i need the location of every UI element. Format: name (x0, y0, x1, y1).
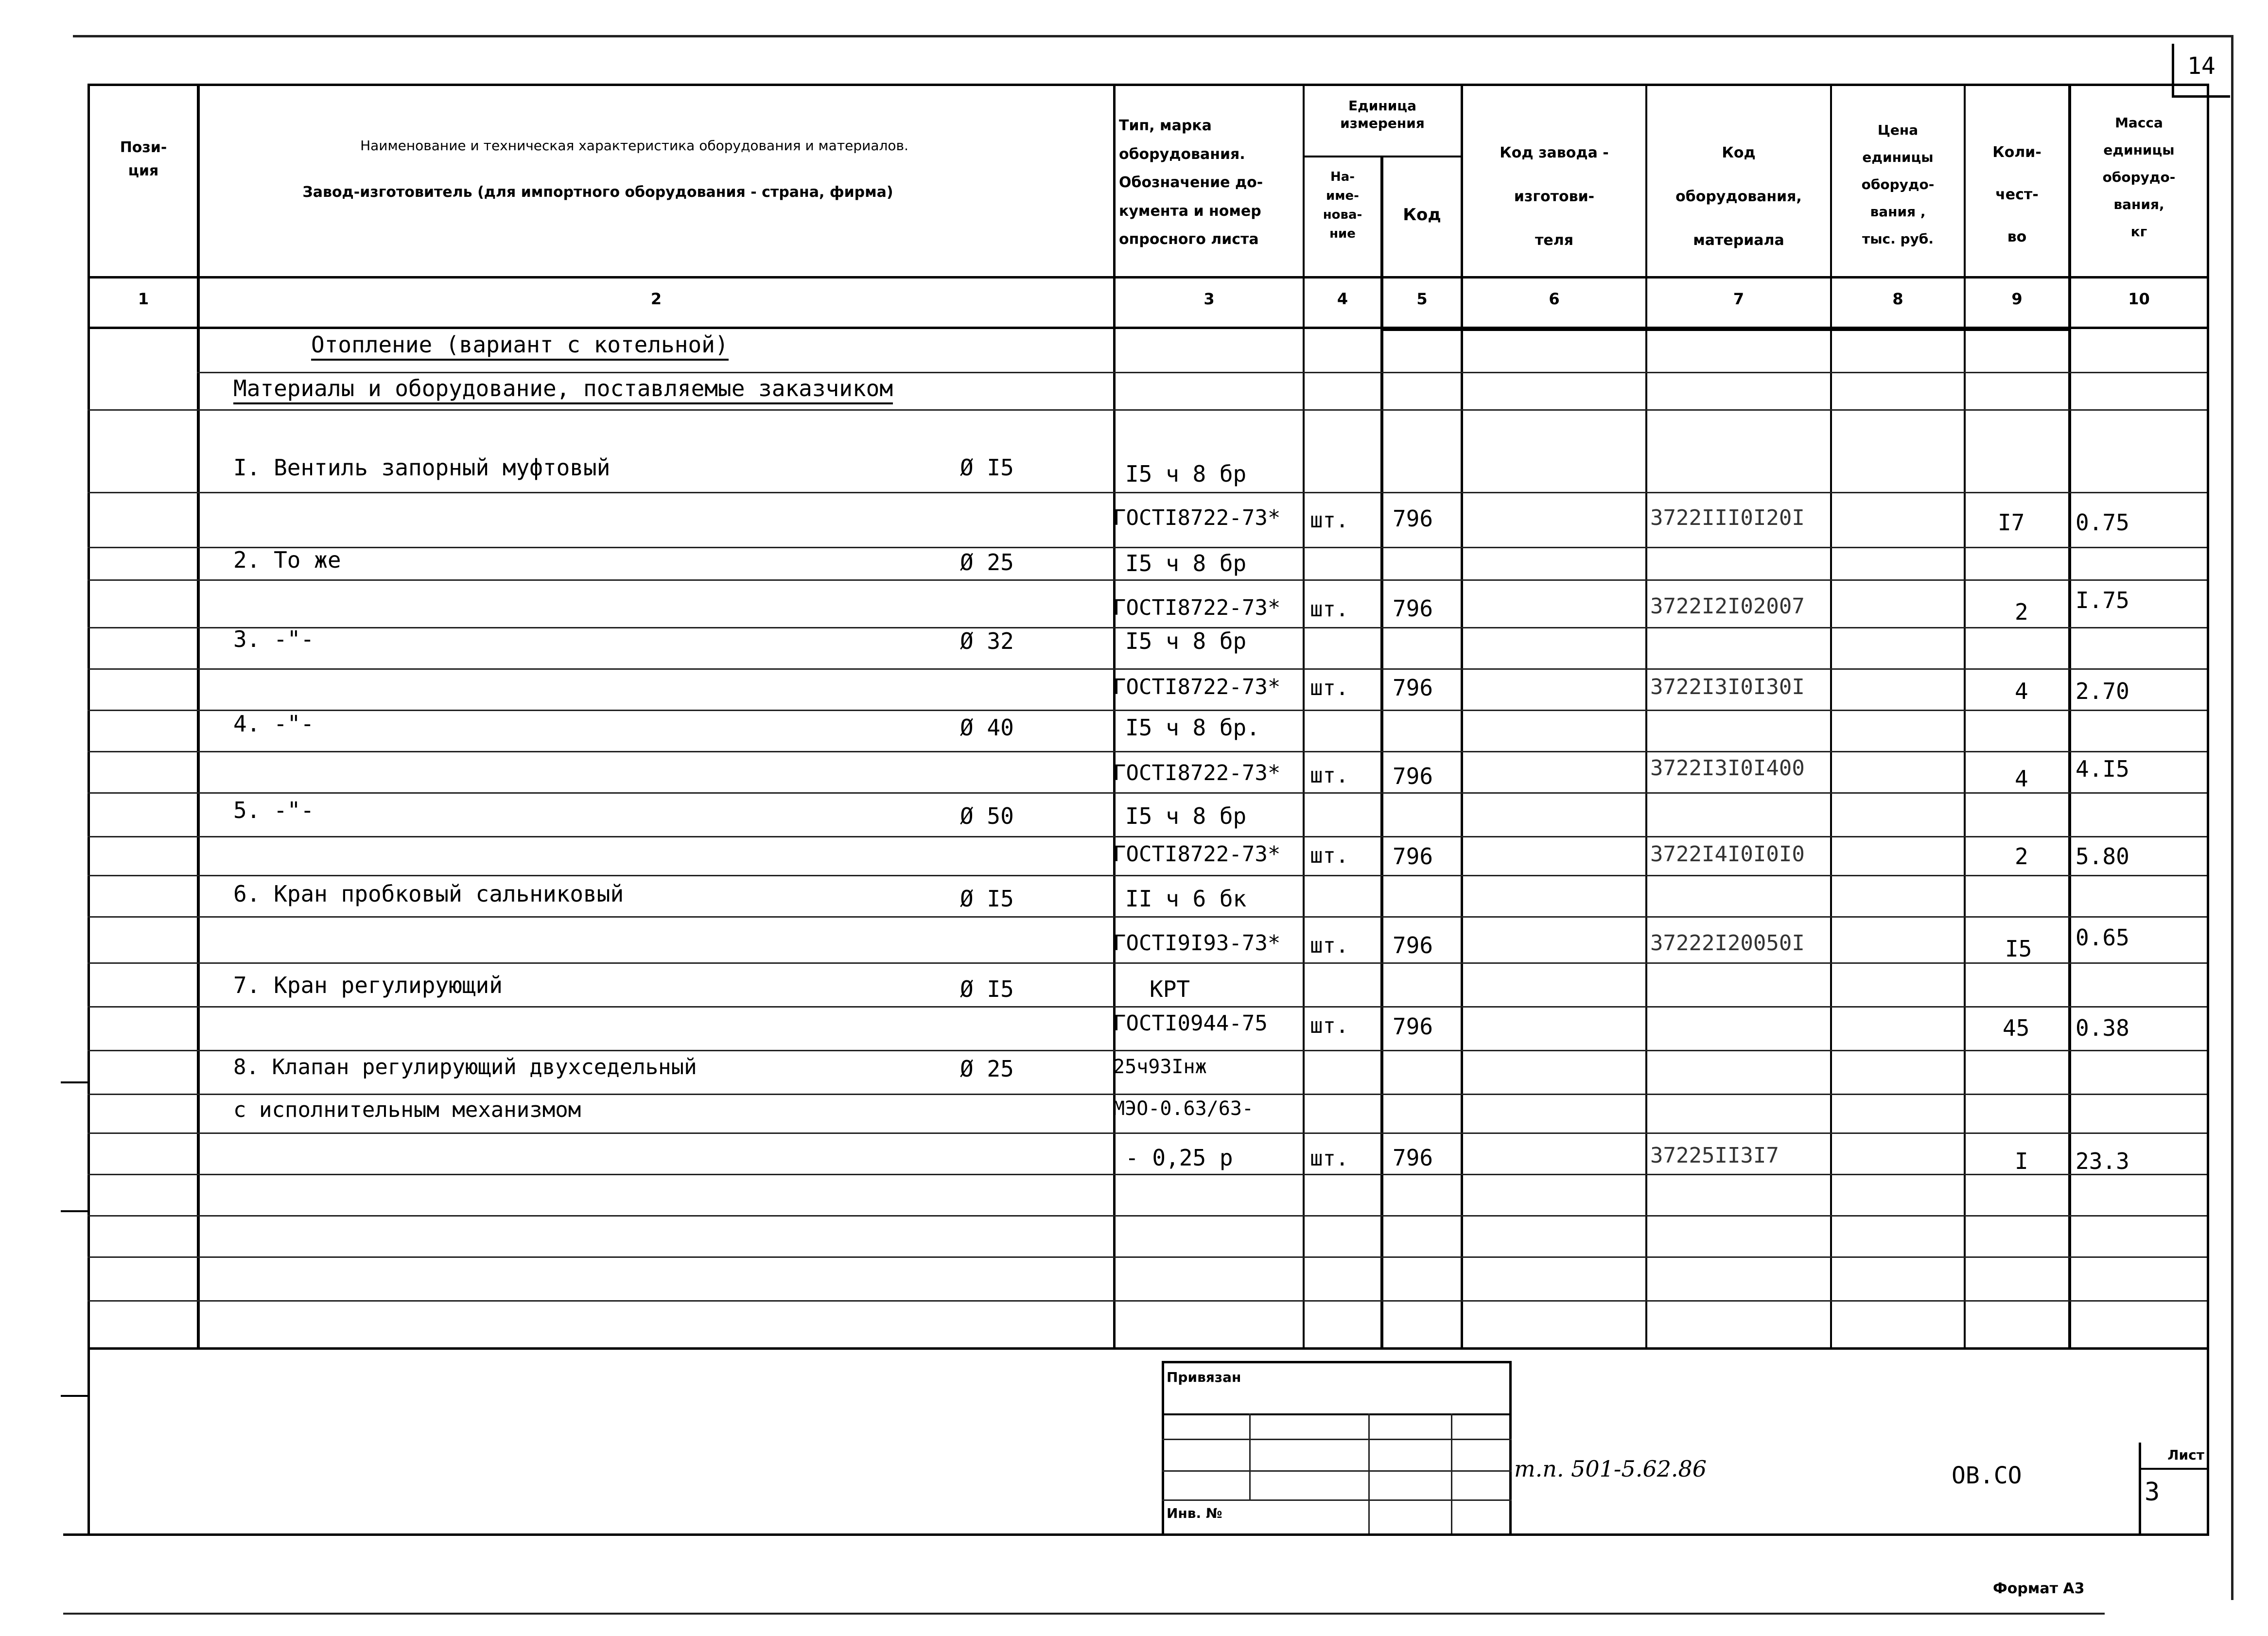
vline-6 (1645, 84, 1647, 1347)
item-code: 796 (1393, 1013, 1433, 1040)
colnum-8: 8 (1892, 290, 1903, 308)
row-line (87, 1094, 2207, 1095)
item-diameter: Ø I5 (960, 886, 1014, 912)
header-unit-group: Единица измерения (1340, 98, 1425, 132)
item-type: II ч 6 бк (1125, 886, 1247, 912)
colnum-9: 9 (2011, 290, 2023, 308)
vline-9 (2068, 84, 2071, 1347)
item-type-continued: МЭО-0.63/63- (1113, 1097, 1254, 1120)
item-type: 25ч93Iнж (1113, 1056, 1207, 1078)
item-equip-code: 3722I4I0I0I0 (1650, 842, 1805, 867)
colnum-3: 3 (1204, 290, 1215, 308)
stamp-line (1162, 1413, 1512, 1415)
body-bottom (87, 1347, 2207, 1350)
item-type: I5 ч 8 бр (1125, 550, 1247, 576)
item-qty: I5 (2005, 936, 2032, 962)
stamp-box-left (1162, 1361, 1164, 1533)
item-name: 8. Клапан регулирующий двухседельный (233, 1055, 697, 1079)
item-qty: I7 (1998, 509, 2025, 536)
format-label: Формат А3 (1993, 1580, 2085, 1597)
header-name-line1: Наименование и техническая характеристика оборудования и материалов. (360, 138, 908, 154)
section-title: Отопление (вариант с котельной) (311, 331, 729, 361)
table-top (87, 84, 2207, 86)
row-line (87, 409, 2207, 411)
item-unit: шт. (1310, 597, 1349, 622)
item-doc: ГОСТI8722-73* (1113, 675, 1281, 699)
row-line (87, 1215, 2207, 1217)
header-mass: Масса единицы оборудо- вания, кг (2102, 115, 2176, 240)
sheet-label: Лист (2167, 1447, 2204, 1463)
margin-tick (61, 1081, 90, 1083)
item-doc: ГОСТI8722-73* (1113, 595, 1281, 620)
item-code: 796 (1393, 763, 1433, 789)
header-type: Тип, марка оборудования. Обозначение до- кумента и номер опросного листа (1119, 117, 1263, 248)
item-doc: ГОСТI8722-73* (1113, 761, 1281, 785)
item-equip-code: 3722III0I20I (1650, 505, 1805, 530)
item-name: 6. Кран пробковый сальниковый (233, 881, 624, 907)
item-diameter: Ø 25 (960, 549, 1014, 575)
item-mass: 4.I5 (2076, 756, 2129, 782)
document-mark: ОВ.СО (1952, 1462, 2022, 1489)
item-mass: 0.65 (2076, 924, 2129, 951)
item-mass: 5.80 (2076, 843, 2129, 870)
row-line (87, 875, 2207, 876)
item-name: 4. -"- (233, 711, 314, 737)
row-line (87, 492, 2207, 493)
item-unit: шт. (1310, 843, 1349, 868)
corner-number: 14 (2187, 52, 2216, 80)
colnum-5: 5 (1416, 290, 1428, 308)
row-line (87, 1300, 2207, 1302)
item-equip-code: 3722I3I0I400 (1650, 756, 1805, 781)
row-line (87, 1050, 2207, 1051)
corner-box-bottom (2172, 95, 2230, 98)
item-mass: 23.3 (2076, 1148, 2129, 1174)
header-unit-name: На- име- нова- ние (1323, 170, 1362, 241)
stamp-box-right (1509, 1361, 1512, 1533)
item-equip-code: 37222I20050I (1650, 931, 1805, 956)
item-qty: 2 (2015, 843, 2028, 870)
stamp-vline (1451, 1413, 1452, 1533)
item-qty: 45 (2003, 1015, 2030, 1041)
section-subtitle: Материалы и оборудование, поставляемые заказчиком (233, 375, 893, 404)
item-code: 796 (1393, 1145, 1433, 1171)
sheet-box-mid (2139, 1468, 2207, 1470)
header-qty: Коли- чест- во (1992, 144, 2041, 245)
row-line (87, 916, 2207, 918)
row-line (87, 547, 2207, 548)
item-unit: шт. (1310, 508, 1349, 533)
row-line (87, 836, 2207, 837)
item-name: 5. -"- (233, 797, 314, 823)
corner-box-left (2172, 44, 2174, 97)
project-number: т.п. 501-5.62.86 (1514, 1456, 1707, 1482)
item-diameter: Ø 40 (960, 714, 1014, 741)
header-unit-code: Код (1403, 205, 1441, 225)
stamp-line (1162, 1470, 1512, 1472)
top-margin-line (73, 35, 2231, 37)
colnum-6: 6 (1549, 290, 1560, 308)
item-name-continued: с исполнительным механизмом (233, 1097, 581, 1122)
item-type-continued: - 0,25 р (1125, 1145, 1233, 1171)
item-mass: 0.38 (2076, 1015, 2129, 1041)
item-qty: I (2015, 1148, 2028, 1174)
right-margin-line (2231, 35, 2233, 1600)
row-line (87, 710, 2207, 711)
stamp-vline (1368, 1413, 1370, 1533)
sheet-box-left (2139, 1443, 2141, 1533)
colnum-1: 1 (138, 290, 149, 308)
bottom-margin-line (63, 1613, 2105, 1615)
vline-1 (197, 84, 200, 1347)
header-position: Пози- ция (120, 139, 167, 179)
item-unit: шт. (1310, 676, 1349, 700)
row-line (87, 792, 2207, 794)
item-code: 796 (1393, 505, 1433, 532)
item-code: 796 (1393, 675, 1433, 701)
item-diameter: Ø I5 (960, 976, 1014, 1002)
item-qty: 2 (2015, 599, 2028, 625)
item-mass: 2.70 (2076, 678, 2129, 704)
header-equip-code: Код оборудования, материала (1675, 144, 1802, 249)
item-diameter: Ø 32 (960, 628, 1014, 654)
table-bottom (63, 1533, 2209, 1536)
item-equip-code: 37225II3I7 (1650, 1143, 1779, 1168)
body-inner-top (1380, 329, 2071, 331)
row-line (87, 962, 2207, 964)
item-unit: шт. (1310, 933, 1349, 958)
sheet-number: 3 (2145, 1478, 2160, 1507)
margin-tick (61, 1210, 90, 1212)
stamp-inv: Инв. № (1167, 1505, 1222, 1521)
header-price: Цена единицы оборудо- вания , тыс. руб. (1861, 122, 1935, 247)
item-qty: 4 (2015, 678, 2028, 704)
item-doc: ГОСТI8722-73* (1113, 842, 1281, 867)
item-type: I5 ч 8 бр (1125, 461, 1247, 487)
item-doc: ГОСТI8722-73* (1113, 505, 1281, 530)
row-line (87, 1174, 2207, 1175)
item-diameter: Ø 25 (960, 1056, 1014, 1082)
item-name: 3. -"- (233, 626, 314, 652)
item-unit: шт. (1310, 763, 1349, 788)
header-factory-code: Код завода - изготови- теля (1500, 144, 1609, 249)
item-doc: ГОСТI9I93-73* (1113, 931, 1281, 956)
vline-7 (1830, 84, 1832, 1347)
item-unit: шт. (1310, 1013, 1349, 1038)
item-name: 2. То же (233, 547, 341, 573)
item-equip-code: 3722I2I02007 (1650, 594, 1805, 619)
stamp-vline (1249, 1413, 1251, 1499)
vline-8 (1964, 84, 1966, 1347)
row-line (87, 579, 2207, 581)
item-qty: 4 (2015, 766, 2028, 792)
item-type: КРТ (1150, 976, 1190, 1002)
item-type: I5 ч 8 бр (1125, 628, 1247, 654)
item-mass: 0.75 (2076, 509, 2129, 536)
item-type: I5 ч 8 бр. (1125, 714, 1260, 741)
item-mass: I.75 (2076, 587, 2129, 613)
item-doc: ГОСТI0944-75 (1113, 1011, 1268, 1036)
stamp-privyazan: Привязан (1167, 1369, 1241, 1385)
item-name: I. Вентиль запорный муфтовый (233, 454, 611, 481)
row-line (87, 751, 2207, 752)
item-equip-code: 3722I3I0I30I (1650, 675, 1805, 699)
item-unit: шт. (1310, 1146, 1349, 1171)
row-line (87, 668, 2207, 670)
item-diameter: Ø 50 (960, 803, 1014, 829)
stamp-box-top (1162, 1361, 1512, 1363)
item-code: 796 (1393, 932, 1433, 958)
vline-5 (1461, 84, 1463, 1347)
colnum-4: 4 (1337, 290, 1348, 308)
colnum-7: 7 (1733, 290, 1745, 308)
item-name: 7. Кран регулирующий (233, 972, 503, 998)
row-line (197, 372, 2207, 373)
table-right (2207, 84, 2209, 1534)
item-code: 796 (1393, 595, 1433, 622)
margin-tick (61, 1395, 90, 1397)
item-diameter: Ø I5 (960, 454, 1014, 481)
row-line (87, 1006, 2207, 1008)
stamp-line (1162, 1499, 1512, 1501)
item-type: I5 ч 8 бр (1125, 803, 1247, 829)
vline-2 (1113, 84, 1116, 1347)
header-bottom (87, 276, 2207, 278)
item-code: 796 (1393, 843, 1433, 870)
header-name-line2: Завод-изготовитель (для импортного оборудования - страна, фирма) (302, 184, 893, 201)
stamp-line (1162, 1439, 1512, 1440)
vline-3 (1303, 84, 1305, 1347)
row-line (87, 1132, 2207, 1134)
row-line (87, 1256, 2207, 1258)
colnum-2: 2 (650, 290, 662, 308)
colnum-10: 10 (2128, 290, 2150, 308)
